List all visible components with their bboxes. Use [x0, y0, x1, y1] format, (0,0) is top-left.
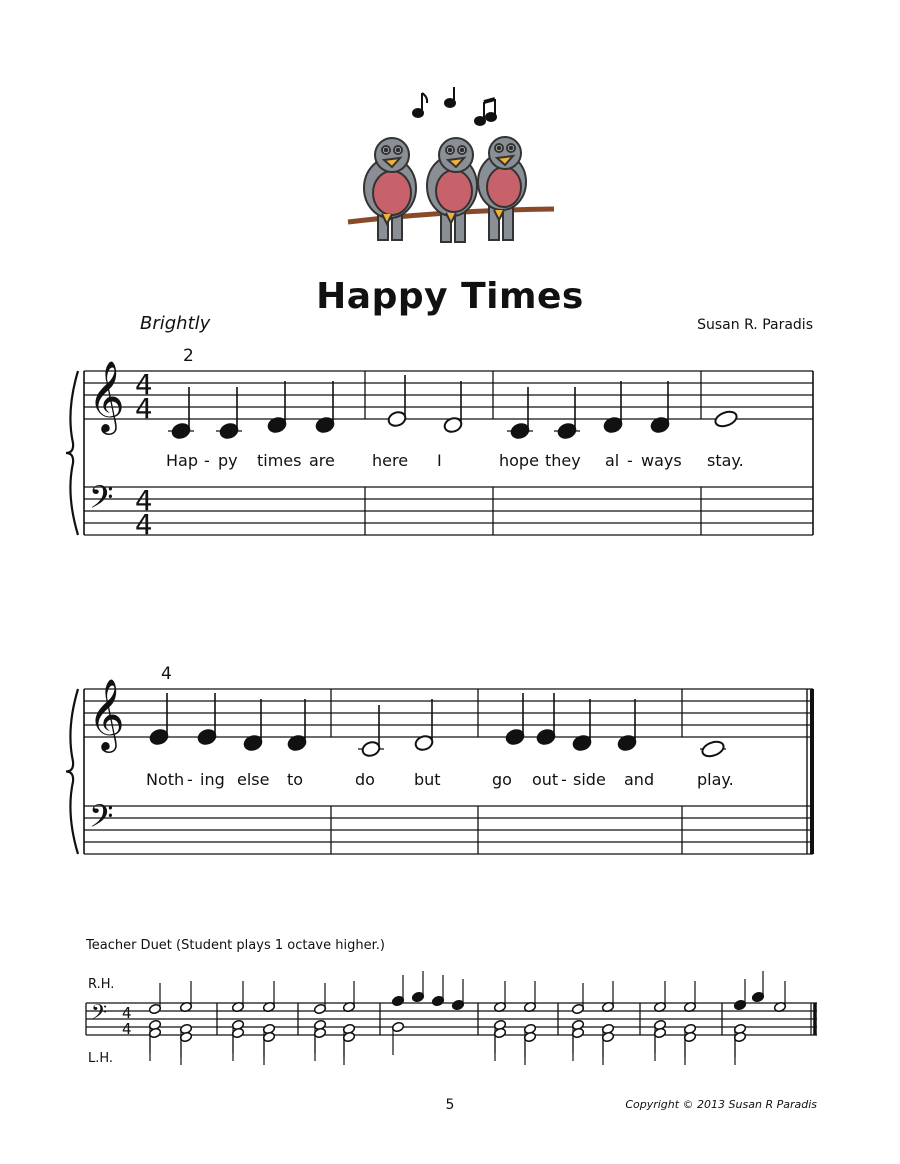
page-number: 5: [445, 1097, 455, 1113]
note: [197, 728, 217, 746]
lyric-syllable: and: [624, 770, 655, 789]
lyric-syllable: ing: [200, 770, 225, 789]
time-signature: 4: [135, 484, 153, 517]
note: [536, 728, 556, 746]
left-hand-label: L.H.: [88, 1051, 114, 1066]
note: [361, 740, 381, 758]
lyric-syllable: I: [437, 451, 442, 470]
time-signature: 4: [122, 1020, 132, 1038]
lyric-hyphen: -: [561, 770, 567, 789]
time-signature: 4: [135, 508, 153, 541]
lyric-syllable: they: [545, 451, 581, 470]
lyric-syllable: Hap: [166, 451, 198, 470]
lyric-syllable: to: [287, 770, 304, 789]
measure-number: 2: [183, 346, 194, 366]
note: [700, 739, 725, 759]
duet-caption: Teacher Duet (Student plays 1 octave higher.): [86, 938, 385, 953]
lyric-syllable: Noth: [146, 770, 185, 789]
brace: [66, 371, 78, 535]
bass-clef-icon: 𝄢: [91, 1000, 108, 1029]
treble-clef-icon: 𝄞: [88, 677, 125, 750]
note: [219, 422, 239, 440]
lyric-syllable: are: [309, 451, 335, 470]
lyric-syllable: hope: [499, 451, 539, 470]
composer-name: Susan R. Paradis: [697, 317, 813, 333]
lyric-hyphen: -: [627, 451, 633, 470]
measure-number: 4: [161, 664, 172, 684]
treble-clef-icon: 𝄞: [88, 359, 125, 432]
brace: [66, 689, 78, 854]
lyric-syllable: play.: [697, 770, 734, 789]
lyric-hyphen: -: [204, 451, 210, 470]
lyric-syllable: times: [257, 451, 302, 470]
time-signature: 4: [122, 1004, 132, 1022]
note: [387, 410, 407, 428]
time-signature: 4: [135, 368, 153, 401]
lyric-syllable: here: [372, 451, 409, 470]
lyric-syllable: but: [414, 770, 441, 789]
lyric-syllable: ways: [641, 451, 682, 470]
right-hand-label: R.H.: [88, 977, 115, 992]
copyright: Copyright © 2013 Susan R Paradis: [625, 1098, 817, 1111]
page-title: Happy Times: [316, 276, 584, 317]
lyric-syllable: stay.: [707, 451, 744, 470]
time-signature: 4: [135, 392, 153, 425]
lyric-syllable: else: [237, 770, 270, 789]
lyric-syllable: side: [573, 770, 606, 789]
lyric-syllable: out: [532, 770, 559, 789]
bass-clef-icon: 𝄢: [89, 479, 114, 523]
note: [505, 728, 525, 746]
note: [149, 728, 169, 746]
note: [510, 422, 530, 440]
lyric-syllable: do: [355, 770, 375, 789]
lyric-syllable: py: [218, 451, 238, 470]
lyric-syllable: al: [605, 451, 620, 470]
tempo-marking: Brightly: [140, 313, 211, 334]
note: [171, 422, 191, 440]
bass-clef-icon: 𝄢: [89, 798, 114, 842]
note: [557, 422, 577, 440]
lyric-hyphen: -: [187, 770, 193, 789]
note: [713, 409, 738, 429]
lyric-syllable: go: [492, 770, 512, 789]
